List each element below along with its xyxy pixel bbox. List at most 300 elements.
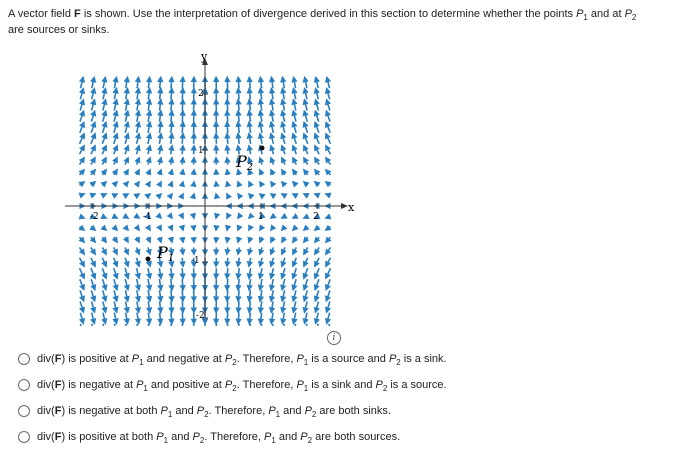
field-arrow bbox=[171, 170, 172, 175]
choice-option-1[interactable] bbox=[18, 346, 447, 372]
field-arrow bbox=[103, 77, 105, 88]
field-arrow bbox=[260, 258, 262, 266]
field-arrow bbox=[227, 258, 228, 266]
field-arrow bbox=[79, 237, 84, 242]
field-arrow bbox=[80, 290, 84, 300]
field-arrow bbox=[125, 158, 128, 165]
field-arrow bbox=[260, 227, 262, 230]
field-arrow bbox=[137, 170, 140, 175]
field-arrow bbox=[293, 146, 296, 154]
y-tick-neg1: -1 bbox=[191, 256, 200, 266]
field-arrow bbox=[80, 279, 84, 289]
point-p1-label: P1 bbox=[157, 243, 175, 264]
field-arrow bbox=[125, 237, 128, 242]
field-arrow bbox=[148, 194, 150, 196]
field-arrow bbox=[91, 247, 95, 254]
field-arrow bbox=[91, 227, 95, 230]
field-arrow bbox=[114, 227, 117, 230]
field-arrow bbox=[148, 301, 150, 312]
field-arrow bbox=[326, 182, 331, 185]
field-arrow bbox=[227, 111, 228, 122]
field-arrow bbox=[249, 247, 251, 254]
choice-label: div(F) is negative at both $P_1$ and $P_2$. Therefore, $P_1$ and $P_2$ are both sinks. bbox=[37, 405, 391, 419]
field-arrow bbox=[238, 134, 239, 144]
field-arrow bbox=[125, 290, 127, 301]
field-arrow bbox=[114, 122, 117, 133]
field-arrow bbox=[249, 313, 250, 324]
field-arrow bbox=[182, 134, 183, 144]
field-arrow bbox=[282, 89, 284, 100]
field-arrow bbox=[326, 247, 331, 254]
field-arrow bbox=[114, 313, 116, 324]
field-arrow bbox=[326, 268, 331, 278]
y-tick-neg2: -2 bbox=[196, 311, 205, 321]
field-arrow bbox=[238, 290, 239, 301]
field-arrow bbox=[249, 258, 251, 266]
field-arrow bbox=[271, 158, 274, 165]
field-arrow bbox=[148, 324, 149, 326]
field-arrow bbox=[315, 182, 319, 185]
field-arrow bbox=[315, 268, 319, 278]
field-arrow bbox=[260, 89, 261, 100]
field-arrow bbox=[326, 290, 330, 300]
field-arrow bbox=[271, 100, 273, 111]
field-arrow bbox=[137, 258, 140, 266]
field-arrow bbox=[293, 247, 296, 254]
field-arrow bbox=[249, 301, 250, 312]
field-arrow bbox=[249, 182, 251, 185]
field-arrow bbox=[283, 324, 285, 326]
field-arrow bbox=[182, 227, 183, 230]
field-arrow bbox=[102, 247, 106, 254]
field-arrow bbox=[294, 89, 296, 100]
field-arrow bbox=[271, 182, 274, 185]
field-arrow bbox=[91, 237, 95, 242]
field-arrow bbox=[137, 237, 140, 242]
field-arrow bbox=[271, 216, 274, 218]
field-arrow bbox=[316, 313, 319, 324]
radio-button[interactable] bbox=[18, 431, 30, 443]
choice-option-2[interactable] bbox=[18, 372, 447, 398]
field-arrow bbox=[327, 302, 330, 313]
field-arrow bbox=[315, 170, 319, 175]
field-arrow bbox=[260, 237, 262, 242]
field-arrow bbox=[125, 111, 127, 122]
field-arrow bbox=[148, 146, 150, 154]
field-arrow bbox=[182, 194, 183, 196]
field-arrow bbox=[327, 77, 330, 88]
field-arrow bbox=[249, 279, 251, 290]
field-arrow bbox=[103, 313, 105, 324]
field-arrow bbox=[238, 279, 239, 290]
choice-option-4[interactable] bbox=[18, 424, 447, 450]
field-arrow bbox=[271, 313, 273, 324]
field-arrow bbox=[80, 134, 85, 144]
field-arrow bbox=[114, 89, 116, 100]
field-arrow bbox=[159, 194, 161, 196]
field-arrow bbox=[260, 290, 262, 301]
field-arrow bbox=[137, 216, 140, 218]
field-arrow bbox=[249, 111, 250, 122]
field-arrow bbox=[327, 100, 330, 111]
x-axis-label: x bbox=[348, 201, 355, 214]
field-arrow bbox=[304, 237, 308, 242]
field-arrow bbox=[91, 182, 95, 185]
field-arrow bbox=[238, 77, 239, 88]
field-arrow bbox=[315, 158, 319, 165]
field-arrow bbox=[171, 237, 172, 242]
field-arrow bbox=[103, 301, 106, 312]
x-axis-arrowhead bbox=[341, 203, 348, 209]
field-arrow bbox=[304, 111, 307, 122]
field-arrow bbox=[160, 111, 161, 122]
field-arrow bbox=[227, 216, 228, 218]
field-arrow bbox=[79, 182, 84, 185]
field-arrow bbox=[114, 258, 117, 266]
field-arrow bbox=[102, 194, 106, 196]
field-arrow bbox=[126, 313, 128, 324]
y-tick-pos1: 1 bbox=[198, 146, 204, 156]
field-arrow bbox=[271, 77, 272, 88]
field-arrow bbox=[159, 146, 161, 154]
field-arrow bbox=[260, 324, 261, 326]
x-tick-neg2: -2 bbox=[90, 212, 99, 222]
field-arrow bbox=[159, 237, 161, 242]
field-arrow bbox=[282, 247, 285, 254]
field-arrow bbox=[114, 134, 117, 144]
field-arrow bbox=[114, 247, 117, 254]
field-arrow bbox=[293, 227, 296, 230]
field-arrow bbox=[326, 170, 331, 175]
field-arrow bbox=[91, 158, 95, 165]
field-arrow bbox=[159, 158, 161, 165]
field-arrow bbox=[249, 134, 251, 144]
radio-button[interactable] bbox=[18, 353, 30, 365]
field-arrow bbox=[160, 77, 161, 88]
field-arrow bbox=[316, 77, 318, 88]
field-arrow bbox=[227, 194, 228, 196]
field-arrow bbox=[159, 170, 161, 175]
field-arrow bbox=[238, 237, 239, 242]
field-arrow bbox=[260, 194, 262, 196]
field-arrow bbox=[182, 111, 183, 122]
field-arrow bbox=[327, 89, 330, 100]
field-arrow bbox=[148, 122, 150, 133]
field-arrow bbox=[227, 227, 228, 230]
point-p2-label: P2 bbox=[236, 152, 254, 173]
field-arrow bbox=[238, 194, 239, 196]
field-arrow bbox=[238, 324, 239, 326]
field-arrow bbox=[182, 100, 183, 111]
field-arrow bbox=[271, 134, 274, 144]
field-arrow bbox=[260, 279, 262, 290]
field-arrow bbox=[137, 279, 139, 290]
field-arrow bbox=[271, 194, 274, 196]
field-arrow bbox=[293, 134, 296, 144]
field-arrow bbox=[327, 324, 330, 326]
field-arrow bbox=[271, 324, 272, 326]
field-arrow bbox=[282, 170, 285, 175]
field-arrow bbox=[137, 134, 140, 144]
field-arrow bbox=[293, 279, 296, 290]
field-arrow bbox=[125, 258, 128, 266]
info-icon[interactable]: i bbox=[327, 331, 341, 345]
field-arrow bbox=[282, 301, 284, 312]
field-arrow bbox=[238, 111, 239, 122]
field-arrow bbox=[304, 279, 307, 289]
field-arrow bbox=[271, 146, 274, 154]
field-arrow bbox=[249, 227, 251, 230]
field-arrow bbox=[316, 302, 319, 313]
field-arrow bbox=[91, 279, 95, 289]
choice-option-3[interactable] bbox=[18, 398, 447, 424]
field-arrow bbox=[238, 89, 239, 100]
field-arrow bbox=[92, 324, 94, 326]
field-arrow bbox=[79, 194, 84, 196]
field-arrow bbox=[114, 77, 116, 88]
field-arrow bbox=[137, 89, 139, 100]
field-arrow bbox=[182, 313, 183, 324]
field-arrow bbox=[282, 227, 285, 230]
radio-button[interactable] bbox=[18, 379, 30, 391]
field-arrow bbox=[282, 182, 285, 185]
field-arrow bbox=[249, 216, 251, 218]
field-arrow bbox=[91, 258, 95, 266]
field-arrow bbox=[238, 182, 239, 185]
field-arrow bbox=[91, 194, 95, 196]
field-arrow bbox=[282, 268, 285, 278]
field-arrow bbox=[114, 268, 117, 278]
field-arrow bbox=[293, 237, 296, 242]
field-arrow bbox=[148, 227, 150, 230]
field-arrow bbox=[282, 146, 285, 154]
field-arrow bbox=[282, 279, 285, 290]
field-arrow bbox=[326, 122, 330, 132]
field-arrow bbox=[137, 313, 139, 324]
field-arrow bbox=[293, 216, 296, 218]
field-arrow bbox=[114, 158, 117, 165]
field-arrow bbox=[91, 170, 95, 175]
field-arrow bbox=[182, 216, 183, 218]
field-arrow bbox=[182, 182, 183, 185]
field-arrow bbox=[271, 122, 273, 133]
field-arrow bbox=[171, 313, 172, 324]
field-arrow bbox=[238, 301, 239, 312]
field-arrow bbox=[137, 247, 140, 254]
field-arrow bbox=[125, 247, 128, 254]
field-arrow bbox=[79, 227, 84, 230]
field-arrow bbox=[80, 122, 84, 132]
field-arrow bbox=[171, 290, 172, 301]
field-arrow bbox=[137, 158, 140, 165]
field-arrow bbox=[326, 146, 331, 154]
field-arrow bbox=[182, 146, 183, 154]
field-arrow bbox=[282, 100, 284, 111]
field-arrow bbox=[148, 182, 150, 185]
field-arrow bbox=[249, 268, 251, 278]
field-arrow bbox=[114, 301, 116, 312]
field-arrow bbox=[125, 146, 128, 154]
field-arrow bbox=[304, 194, 308, 196]
field-arrow bbox=[125, 170, 128, 175]
field-arrow bbox=[315, 194, 319, 196]
field-arrow bbox=[125, 268, 128, 278]
field-arrow bbox=[91, 290, 94, 300]
field-arrow bbox=[171, 158, 172, 165]
field-arrow bbox=[171, 122, 172, 133]
field-arrow bbox=[159, 279, 161, 290]
field-arrow bbox=[260, 182, 262, 185]
field-arrow bbox=[171, 301, 172, 312]
field-arrow bbox=[282, 134, 285, 144]
field-arrow bbox=[271, 111, 273, 122]
field-arrow bbox=[227, 158, 228, 165]
field-arrow bbox=[271, 170, 274, 175]
field-arrow bbox=[171, 268, 172, 278]
field-arrow bbox=[238, 313, 239, 324]
field-arrow bbox=[304, 227, 308, 230]
field-arrow bbox=[326, 134, 331, 144]
field-arrow bbox=[227, 182, 228, 185]
field-arrow bbox=[326, 216, 331, 218]
field-arrow bbox=[126, 324, 128, 326]
field-arrow bbox=[304, 258, 308, 266]
field-arrow bbox=[227, 279, 228, 290]
field-arrow bbox=[271, 258, 274, 266]
field-arrow bbox=[80, 268, 85, 278]
field-arrow bbox=[102, 237, 106, 242]
field-arrow bbox=[249, 324, 250, 326]
choice-label: div(F) is negative at $P_1$ and positive at $P_2$. Therefore, $P_1$ is a sink and $P_2$ is a source. bbox=[37, 379, 447, 393]
field-arrow bbox=[182, 158, 183, 165]
radio-button[interactable] bbox=[18, 405, 30, 417]
field-arrow bbox=[271, 279, 273, 290]
field-arrow bbox=[327, 313, 330, 324]
field-arrow bbox=[304, 182, 308, 185]
field-arrow bbox=[293, 301, 295, 312]
field-arrow bbox=[227, 100, 228, 111]
field-arrow bbox=[171, 324, 172, 326]
field-arrow bbox=[103, 100, 106, 111]
field-arrow bbox=[249, 237, 251, 242]
field-arrow bbox=[304, 268, 308, 278]
field-arrow bbox=[125, 216, 128, 218]
field-arrow bbox=[293, 111, 296, 122]
field-arrow bbox=[282, 237, 285, 242]
field-arrow bbox=[238, 247, 239, 254]
field-arrow bbox=[102, 170, 106, 175]
field-arrow bbox=[126, 100, 128, 111]
field-arrow bbox=[315, 290, 318, 300]
field-arrow bbox=[326, 237, 331, 242]
field-arrow bbox=[282, 122, 285, 133]
field-arrow bbox=[159, 216, 161, 218]
field-arrow bbox=[125, 122, 128, 133]
field-arrow bbox=[271, 290, 273, 301]
field-arrow bbox=[294, 324, 296, 326]
field-arrow bbox=[114, 111, 117, 122]
field-arrow bbox=[315, 279, 319, 289]
field-arrow bbox=[137, 268, 140, 278]
field-arrow bbox=[80, 111, 84, 121]
field-arrow bbox=[114, 146, 117, 154]
field-arrow bbox=[315, 247, 319, 254]
field-arrow bbox=[92, 100, 95, 111]
field-arrow bbox=[137, 111, 139, 122]
field-arrow bbox=[92, 313, 95, 324]
field-arrow bbox=[160, 89, 161, 100]
field-arrow bbox=[114, 237, 117, 242]
question-text: A vector field F is shown. Use the interpretation of divergence derived in this section to determine whether the points $P_1$ and at $P_2$ are sources or sinks. bbox=[8, 8, 637, 36]
field-arrow bbox=[315, 227, 319, 230]
field-arrow bbox=[114, 182, 117, 185]
field-arrow bbox=[137, 227, 140, 230]
field-arrow bbox=[315, 122, 319, 132]
field-arrow bbox=[249, 100, 250, 111]
field-arrow bbox=[160, 313, 161, 324]
field-arrow bbox=[80, 313, 83, 324]
field-arrow bbox=[238, 216, 239, 218]
field-arrow bbox=[271, 89, 273, 100]
field-arrow bbox=[182, 170, 183, 175]
field-arrow bbox=[304, 134, 308, 144]
field-arrow bbox=[227, 237, 228, 242]
field-arrow bbox=[304, 146, 308, 154]
field-arrow bbox=[260, 170, 262, 175]
field-arrow bbox=[271, 301, 273, 312]
field-arrow bbox=[293, 268, 296, 278]
field-arrow bbox=[182, 279, 183, 290]
field-arrow bbox=[315, 111, 318, 121]
x-tick-pos1: 1 bbox=[258, 212, 264, 222]
field-arrow bbox=[283, 77, 285, 88]
field-arrow bbox=[171, 216, 172, 218]
field-arrow bbox=[137, 122, 139, 133]
field-arrow bbox=[159, 134, 161, 144]
field-arrow bbox=[80, 77, 83, 88]
field-arrow bbox=[114, 216, 117, 218]
field-arrow bbox=[159, 227, 161, 230]
field-arrow bbox=[326, 111, 330, 121]
field-arrow bbox=[102, 227, 106, 230]
field-arrow bbox=[227, 247, 228, 254]
field-arrow bbox=[137, 100, 139, 111]
field-arrow bbox=[260, 77, 261, 88]
field-arrow bbox=[114, 324, 116, 326]
field-arrow bbox=[148, 111, 150, 122]
field-arrow bbox=[305, 313, 307, 324]
field-arrow bbox=[103, 290, 106, 301]
field-arrow bbox=[102, 158, 106, 165]
field-arrow bbox=[137, 324, 138, 326]
field-arrow bbox=[159, 182, 161, 185]
field-arrow bbox=[102, 134, 106, 144]
field-arrow bbox=[160, 301, 161, 312]
field-arrow bbox=[148, 77, 149, 88]
field-arrow bbox=[238, 122, 239, 133]
field-arrow bbox=[227, 290, 228, 301]
field-arrow bbox=[102, 146, 106, 154]
field-arrow bbox=[282, 158, 285, 165]
field-arrow bbox=[182, 290, 183, 301]
field-arrow bbox=[91, 134, 95, 144]
field-arrow bbox=[91, 122, 95, 132]
answer-choices bbox=[18, 346, 447, 450]
field-arrow bbox=[114, 170, 117, 175]
field-arrow bbox=[126, 89, 128, 100]
field-arrow bbox=[260, 111, 262, 122]
field-arrow bbox=[305, 324, 307, 326]
